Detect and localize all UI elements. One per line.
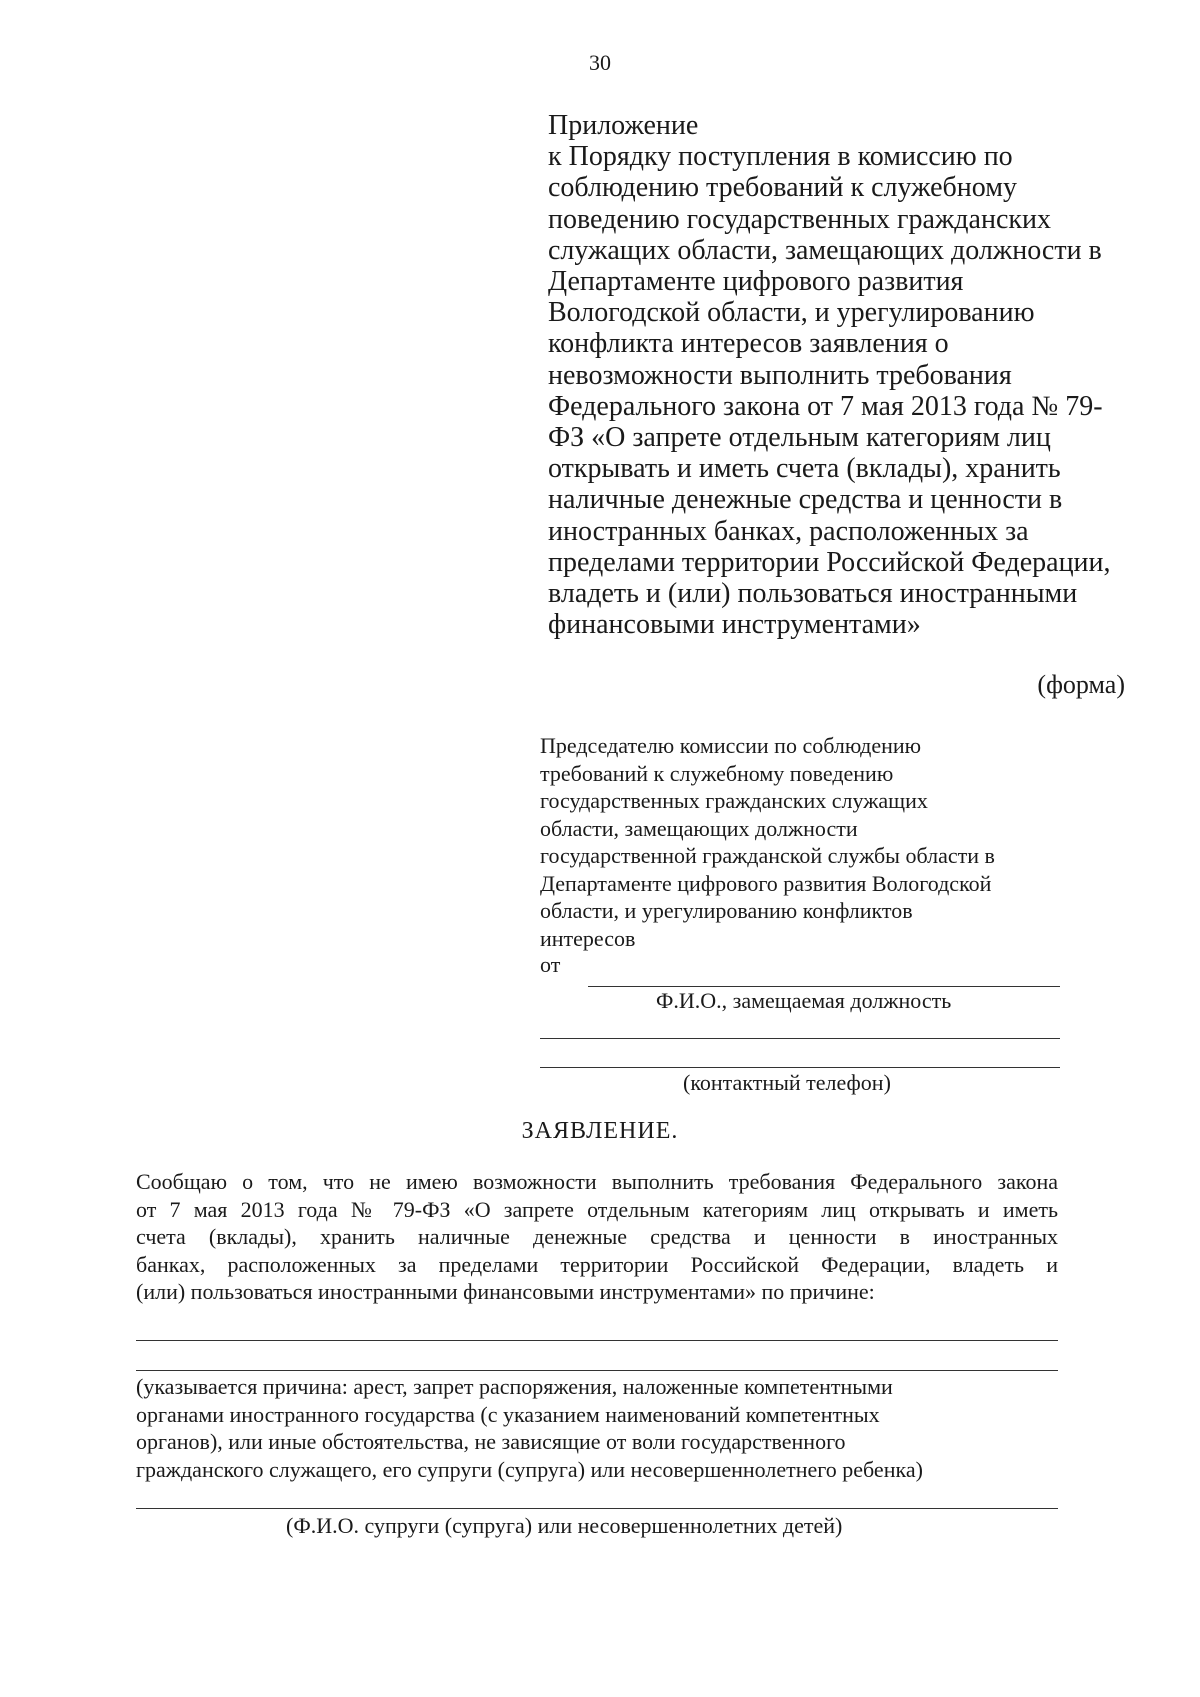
appendix-line: поведению государственных гражданских	[548, 203, 1051, 235]
appendix-line: финансовыми инструментами»	[548, 609, 921, 641]
name-position-caption: Ф.И.О., замещаемая должность	[656, 988, 952, 1013]
appendix-line: к Порядку поступления в комиссию по	[548, 141, 1013, 173]
addressee-line: государственной гражданской службы области в	[540, 843, 995, 868]
reason-blank-line-2	[136, 1370, 1058, 1371]
addressee-line: области, и урегулированию конфликтов	[540, 898, 913, 923]
addressee-line: требований к служебному поведению	[540, 760, 894, 786]
appendix-line: соблюдению требований к служебному	[548, 172, 1017, 204]
statement-body	[136, 1168, 1058, 1306]
position-blank-line	[540, 1038, 1060, 1039]
from-label: от	[540, 952, 561, 977]
note-line: органов), или иные обстоятельства, не зависящие от воли государственного	[136, 1429, 846, 1454]
addressee-line: государственных гражданских служащих	[540, 788, 928, 813]
appendix-line: пределами территории Российской Федерации,	[548, 546, 1111, 578]
addressee-line: области, замещающих должности	[540, 815, 858, 841]
reason-blank-line-1	[136, 1340, 1058, 1341]
appendix-line: наличные денежные средства и ценности в	[548, 484, 1063, 516]
addressee-line: интересов	[540, 925, 636, 951]
appendix-line: служащих области, замещающих должности в	[548, 234, 1102, 266]
page-number: 30	[589, 50, 611, 75]
body-line: счета (вклады), хранить наличные денежные средства и ценности в иностранных	[136, 1224, 1058, 1249]
phone-caption: (контактный телефон)	[683, 1070, 891, 1095]
form-label: (форма)	[1037, 670, 1125, 699]
from-name-line	[588, 986, 1060, 987]
appendix-line: невозможности выполнить требования	[548, 359, 1012, 391]
body-line: от 7 мая 2013 года № 79-ФЗ «О запрете отдельным категориям лиц открывать и иметь	[136, 1196, 1058, 1222]
addressee-block	[540, 732, 1100, 952]
appendix-line: владеть и (или) пользоваться иностранными	[548, 578, 1078, 610]
body-line: банках, расположенных за пределами территории Российской Федерации, владеть и	[136, 1251, 1058, 1277]
note-line: органами иностранного государства (с указанием наименований компетентных	[136, 1401, 880, 1427]
note-line: (указывается причина: арест, запрет распоряжения, наложенные компетентными	[136, 1374, 893, 1399]
body-line: (или) пользоваться иностранными финансовыми инструментами» по причине:	[136, 1279, 875, 1304]
appendix-line: Федерального закона от 7 мая 2013 года № 79-	[548, 390, 1103, 422]
family-blank-line	[136, 1508, 1058, 1509]
appendix-line: конфликта интересов заявления о	[548, 328, 949, 360]
appendix-heading	[548, 110, 1128, 640]
appendix-line: ФЗ «О запрете отдельным категориям лиц	[548, 422, 1051, 454]
phone-blank-line	[540, 1067, 1060, 1068]
appendix-line: иностранных банках, расположенных за	[548, 515, 1029, 547]
document-title: ЗАЯВЛЕНИЕ.	[521, 1118, 679, 1144]
appendix-line: Департаменте цифрового развития	[548, 266, 964, 298]
appendix-line: Вологодской области, и урегулированию	[548, 297, 1035, 329]
appendix-line: Приложение	[548, 110, 699, 141]
addressee-line: Председателю комиссии по соблюдению	[540, 733, 922, 758]
reason-note	[136, 1373, 1096, 1483]
note-line: гражданского служащего, его супруги (супруга) или несовершеннолетнего ребенка)	[136, 1456, 923, 1482]
appendix-line: открывать и иметь счета (вклады), хранить	[548, 453, 1061, 485]
body-line: Сообщаю о том, что не имею возможности выполнить требования Федерального закона	[136, 1169, 1058, 1194]
addressee-line: Департаменте цифрового развития Вологодской	[540, 870, 992, 896]
family-caption: (Ф.И.О. супруги (супруга) или несовершеннолетних детей)	[286, 1513, 843, 1538]
